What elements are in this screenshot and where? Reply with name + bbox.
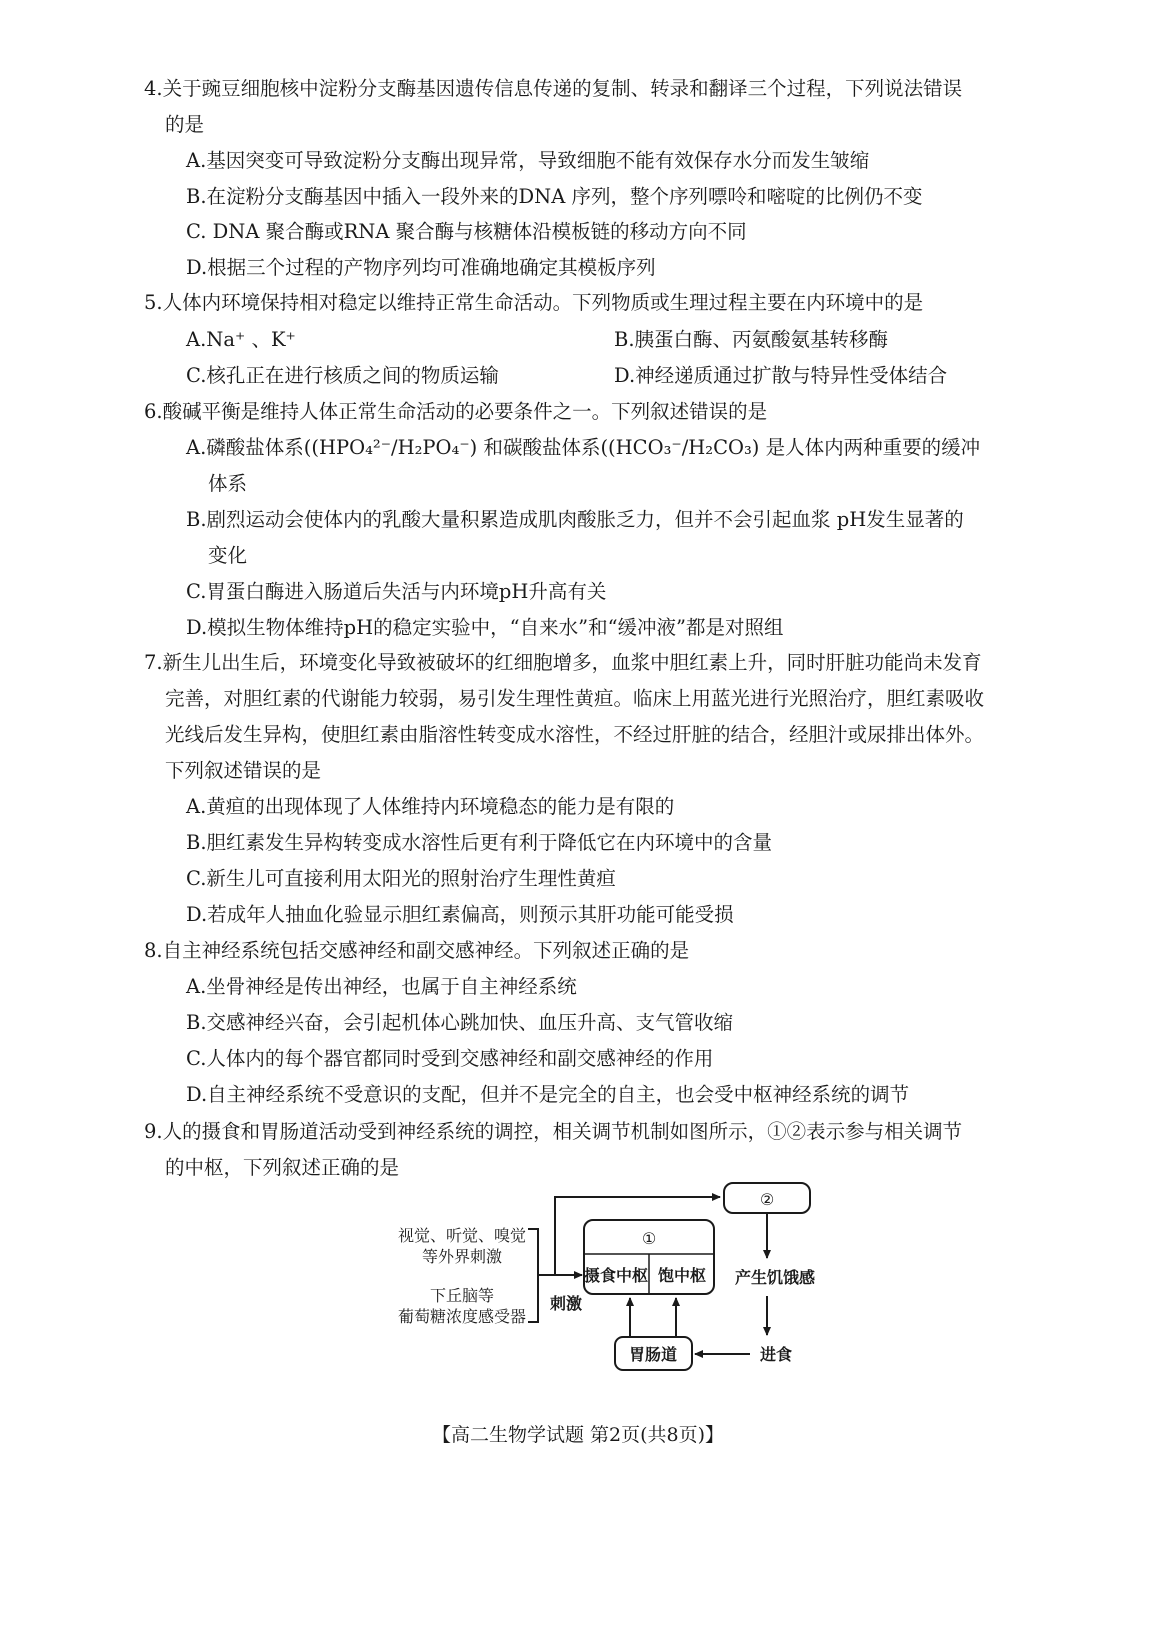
eating-label: 进食 [759, 1345, 793, 1364]
q6-option-b-line1: B.剧烈运动会使体内的乳酸大量积累造成肌肉酸胀乏力，但并不会引起血浆 pH发生显著的 [186, 508, 964, 531]
q6-option-a-line1: A.磷酸盐体系((HPO₄²⁻/H₂PO₄⁻) 和碳酸盐体系((HCO₃⁻/H₂CO₃) 是人体内两种重要的缓冲 [186, 436, 981, 459]
q4-option-d: D.根据三个过程的产物序列均可准确地确定其模板序列 [186, 256, 656, 279]
q8-option-b: B.交感神经兴奋，会引起机体心跳加快、血压升高、支气管收缩 [186, 1011, 734, 1034]
q4-option-b: B.在淀粉分支酶基因中插入一段外来的DNA 序列，整个序列嘌呤和嘧啶的比例仍不变 [186, 185, 923, 208]
satiety-center: 饱中枢 [657, 1266, 707, 1285]
q4-stem-line2: 的是 [165, 113, 205, 136]
q9-stem-line1: 9.人的摄食和胃肠道活动受到神经系统的调控，相关调节机制如图所示，①②表示参与相关调节 [144, 1120, 963, 1143]
q7-stem-line4: 下列叙述错误的是 [165, 759, 322, 782]
q6-option-b-line2: 变化 [208, 544, 248, 567]
q9-stem-line2: 的中枢，下列叙述正确的是 [165, 1156, 400, 1179]
q8-option-a: A.坐骨神经是传出神经，也属于自主神经系统 [186, 975, 577, 998]
q8-option-c: C.人体内的每个器官都同时受到交感神经和副交感神经的作用 [186, 1047, 714, 1070]
q7-stem-line3: 光线后发生异构，使胆红素由脂溶性转变成水溶性，不经过肝脏的结合，经胆汁或尿排出体外。 [165, 723, 985, 746]
center2-label: ② [759, 1190, 775, 1209]
q5-option-b: B.胰蛋白酶、丙氨酸氨基转移酶 [614, 328, 889, 351]
q7-option-c: C.新生儿可直接利用太阳光的照射治疗生理性黄疸 [186, 867, 616, 890]
q4-option-c: C. DNA 聚合酶或RNA 聚合酶与核糖体沿模板链的移动方向不同 [186, 220, 747, 243]
q8-option-d: D.自主神经系统不受意识的支配，但并不是完全的自主，也会受中枢神经系统的调节 [186, 1083, 910, 1106]
q7-option-b: B.胆红素发生异构转变成水溶性后更有利于降低它在内环境中的含量 [186, 831, 773, 854]
q4-option-a: A.基因突变可导致淀粉分支酶出现异常，导致细胞不能有效保存水分而发生皱缩 [186, 149, 870, 172]
q5-option-d: D.神经递质通过扩散与特异性受体结合 [614, 364, 948, 387]
q7-option-d: D.若成年人抽血化验显示胆红素偏高，则预示其肝功能可能受损 [186, 903, 734, 926]
internal-stimulus-line2: 葡萄糖浓度感受器 [397, 1307, 527, 1326]
external-stimulus-line2: 等外界刺激 [421, 1247, 503, 1266]
center1-label: ① [641, 1229, 657, 1248]
internal-stimulus-line1: 下丘脑等 [429, 1286, 495, 1305]
q5-option-c: C.核孔正在进行核质之间的物质运输 [186, 364, 499, 387]
q5-stem: 5.人体内环境保持相对稳定以维持正常生命活动。下列物质或生理过程主要在内环境中的是 [144, 291, 924, 314]
q4-stem-line1: 4.关于豌豆细胞核中淀粉分支酶基因遗传信息传递的复制、转录和翻译三个过程，下列说法错误 [144, 77, 963, 100]
q8-stem: 8.自主神经系统包括交感神经和副交感神经。下列叙述正确的是 [144, 939, 690, 962]
q6-stem: 6.酸碱平衡是维持人体正常生命活动的必要条件之一。下列叙述错误的是 [144, 400, 768, 423]
q6-option-a-line2: 体系 [208, 472, 248, 495]
q7-stem-line1: 7.新生儿出生后，环境变化导致被破坏的红细胞增多，血浆中胆红素上升，同时肝脏功能尚未发育 [144, 651, 982, 674]
page-footer: 【高二生物学试题 第2页(共8页)】 [431, 1424, 725, 1446]
feeding-center: 摄食中枢 [583, 1266, 649, 1285]
gut-label: 胃肠道 [628, 1345, 678, 1364]
hunger-label: 产生饥饿感 [734, 1268, 816, 1287]
q6-option-c: C.胃蛋白酶进入肠道后失活与内环境pH升高有关 [186, 580, 607, 603]
stimulus-bracket [528, 1229, 538, 1322]
q6-option-d: D.模拟生物体维持pH的稳定实验中，“自来水”和“缓冲液”都是对照组 [186, 616, 784, 639]
q7-option-a: A.黄疸的出现体现了人体维持内环境稳态的能力是有限的 [186, 795, 675, 818]
stimulate-label: 刺激 [550, 1294, 583, 1313]
q7-stem-line2: 完善，对胆红素的代谢能力较弱，易引发生理性黄疸。临床上用蓝光进行光照治疗，胆红素吸收 [165, 687, 985, 710]
q5-option-a: A.Na⁺ 、K⁺ [186, 328, 296, 351]
external-stimulus-line1: 视觉、听觉、嗅觉 [397, 1226, 527, 1245]
